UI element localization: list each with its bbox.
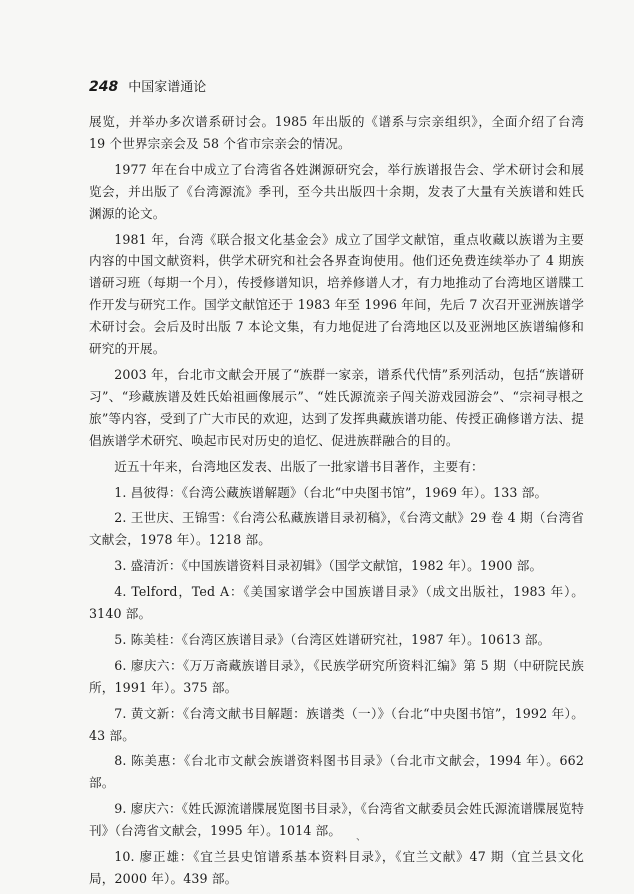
footer-mark: 、 bbox=[356, 832, 366, 843]
paragraph: 近五十年来，台湾地区发表、出版了一批家谱书目著作，主要有： bbox=[114, 458, 484, 474]
list-item: 10. 廖正雄：《宜兰县史馆谱系基本资料目录》，《宜兰文献》47 期（宜兰县文化局，2000 年）。439 部。 bbox=[89, 849, 584, 886]
paragraph-continuation: 展览，并举办多次谱系研讨会。1985 年出版的《谱系与宗亲组织》，全面介绍了台湾 19 个世界宗亲会及 58 个省市宗亲会的情况。 bbox=[89, 114, 584, 151]
list-item: 5. 陈美桂：《台湾区族谱目录》（台湾区姓谱研究社，1987 年）。10613 部。 bbox=[114, 631, 551, 647]
list-item: 9. 廖庆六：《姓氏源流谱牒展览图书目录》，《台湾省文献委员会姓氏源流谱牒展览特刊》（台湾省文献会，1995 年）。1014 部。 bbox=[89, 801, 584, 839]
list-item: 1. 昌彼得：《台湾公藏族谱解题》（台北“中央图书馆”，1969 年）。133 部。 bbox=[114, 484, 548, 500]
list-item: 2. 王世庆、王锦雪：《台湾公私藏族谱目录初稿》，《台湾文献》29 卷 4 期（台湾省文献会，1978 年）。1218 部。 bbox=[89, 510, 584, 548]
paragraph: 2003 年，台北市文献会开展了“族群一家亲，谱系代代情”系列活动，包括“族谱研习”、“珍藏族谱及姓氏始祖画像展示”、“姓氏源流亲子闯关游戏园游会”、“宗祠寻根之旅”等内容，受到了广大市民的欢迎，达到了发挥典藏族谱功能、传授正确修谱方法、提倡族谱学术研究、唤起市民对历史的追忆、促进族群融合的目的。 bbox=[89, 366, 584, 448]
paragraph: 1981 年，台湾《联合报文化基金会》成立了国学文献馆，重点收藏以族谱为主要内容的中国文献资料，供学术研究和社会各界查询使用。他们还免费连续举办了 4 期族谱研习班（每期一个月），传授修谱知识，培养修谱人才，有力地推动了台湾地区谱牒工作开发与研究工作。国学文献馆还于 1983 年至 1996 年间，先后 7 次召开亚洲族谱学术研讨会。会后及时出版 7 本论文集，有力地促进了台湾地区以及亚洲地区族谱编修和研究的开展。 bbox=[89, 231, 584, 357]
page-number: 248 bbox=[89, 79, 119, 95]
list-item: 3. 盛清沂：《中国族谱资料目录初辑》（国学文献馆，1982 年）。1900 部。 bbox=[114, 558, 543, 574]
list-item: 8. 陈美惠：《台北市文献会族谱资料图书目录》（台北市文献会，1994 年）。662 部。 bbox=[89, 753, 584, 791]
list-item: 4. Telford，Ted A：《美国家谱学会中国族谱目录》（成文出版社，1983 年）。3140 部。 bbox=[89, 584, 584, 622]
body-text bbox=[89, 111, 584, 894]
list-item: 7. 黄文新：《台湾文献书目解题：族谱类（一）》（台北“中央图书馆”，1992 年）。43 部。 bbox=[89, 705, 584, 743]
list-item: 6. 廖庆六：《万万斋藏族谱目录》，《民族学研究所资料汇编》第 5 期（中研院民族所，1991 年）。375 部。 bbox=[89, 657, 584, 695]
paragraph: 1977 年在台中成立了台湾省各姓渊源研究会，举行族谱报告会、学术研讨会和展览会，并出版了《台湾源流》季刊，至今共出版四十余期，发表了大量有关族谱和姓氏渊源的论文。 bbox=[89, 161, 584, 221]
page-header bbox=[89, 76, 206, 95]
running-title: 中国家谱通论 bbox=[128, 80, 207, 95]
